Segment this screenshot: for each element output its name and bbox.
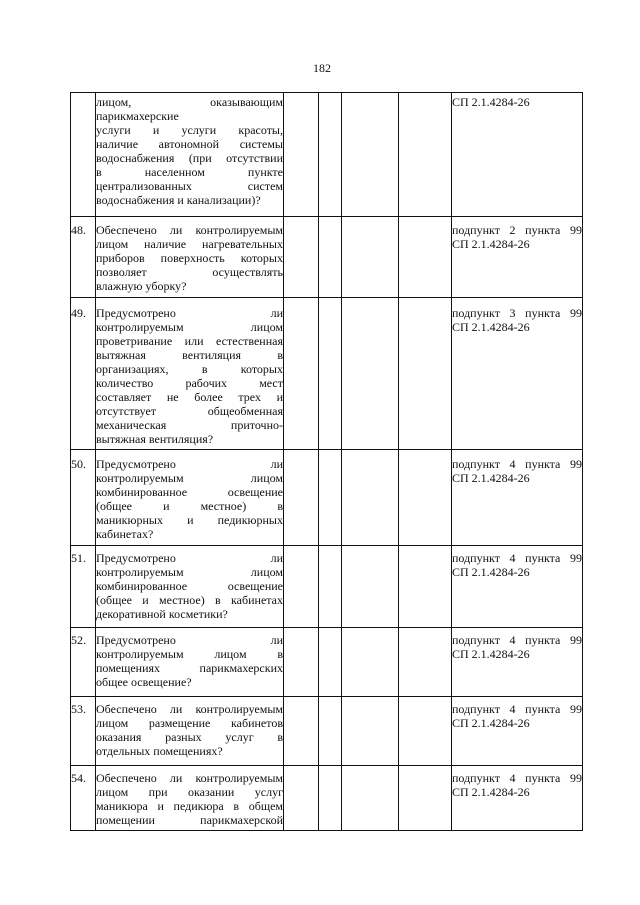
- question-cell: [96, 217, 284, 298]
- question-line: водоснабжения и канализации)?: [96, 193, 261, 207]
- question-line: лицом при оказании услуг: [96, 785, 283, 799]
- question-line: в населенном пункте: [96, 165, 283, 179]
- table-row: [71, 217, 583, 298]
- question-line: лицом размещение кабинетов: [96, 716, 283, 730]
- question-line: Предусмотрено ли: [96, 306, 283, 320]
- reference-cell: [452, 628, 583, 697]
- table-row: [71, 93, 583, 217]
- row-number: 49.: [71, 306, 86, 320]
- answer-cell-1: [284, 697, 319, 766]
- row-number: 50.: [71, 457, 86, 471]
- answer-cell-3: [342, 217, 399, 298]
- reference-line: СП 2.1.4284-26: [452, 95, 530, 109]
- answer-cell-1: [284, 93, 319, 217]
- answer-cell-4: [399, 697, 452, 766]
- question-line: проветривание или естественная: [96, 334, 283, 348]
- table-row: [71, 450, 583, 546]
- question-cell: [96, 93, 284, 217]
- question-line: маникюрных и педикюрных: [96, 513, 283, 527]
- question-line: контролируемым лицом: [96, 320, 283, 334]
- answer-cell-1: [284, 628, 319, 697]
- reference-line: подпункт 2 пункта 99: [452, 223, 582, 237]
- reference-line: подпункт 4 пункта 99: [452, 457, 582, 471]
- table-row: [71, 298, 583, 450]
- reference-line: подпункт 4 пункта 99: [452, 771, 582, 785]
- question-line: декоративной косметики?: [96, 607, 228, 621]
- question-line: Предусмотрено ли: [96, 551, 283, 565]
- number-cell: [71, 298, 96, 450]
- answer-cell-3: [342, 450, 399, 546]
- number-cell: [71, 697, 96, 766]
- row-number: 51.: [71, 551, 86, 565]
- reference-line: СП 2.1.4284-26: [452, 785, 530, 799]
- reference-cell: [452, 217, 583, 298]
- reference-line: подпункт 4 пункта 99: [452, 702, 582, 716]
- reference-cell: [452, 93, 583, 217]
- answer-cell-3: [342, 298, 399, 450]
- table-row: [71, 697, 583, 766]
- number-cell: [71, 628, 96, 697]
- table-row: [71, 766, 583, 831]
- question-line: Обеспечено ли контролируемым: [96, 702, 283, 716]
- answer-cell-1: [284, 450, 319, 546]
- number-cell: [71, 546, 96, 628]
- page-number: 182: [313, 61, 331, 75]
- answer-cell-4: [399, 450, 452, 546]
- number-cell: [71, 766, 96, 831]
- reference-cell: [452, 450, 583, 546]
- reference-line: подпункт 4 пункта 99: [452, 551, 582, 565]
- question-line: контролируемым лицом: [96, 471, 283, 485]
- question-line: (общее и местное) в: [96, 499, 283, 513]
- answer-cell-2: [319, 217, 342, 298]
- reference-line: СП 2.1.4284-26: [452, 237, 530, 251]
- question-line: организациях, в которых: [96, 362, 283, 376]
- answer-cell-2: [319, 93, 342, 217]
- question-line: кабинетах?: [96, 527, 154, 541]
- answer-cell-2: [319, 766, 342, 831]
- question-line: общее освещение?: [96, 675, 192, 689]
- question-line: парикмахерские: [96, 109, 179, 123]
- question-line: отдельных помещениях?: [96, 744, 223, 758]
- answer-cell-4: [399, 546, 452, 628]
- row-number: 52.: [71, 633, 86, 647]
- table-row: [71, 546, 583, 628]
- row-number: 54.: [71, 771, 86, 785]
- question-line: лицом, оказывающим: [96, 95, 283, 109]
- answer-cell-1: [284, 298, 319, 450]
- number-cell: [71, 93, 96, 217]
- question-cell: [96, 697, 284, 766]
- question-line: услуги и услуги красоты,: [96, 123, 283, 137]
- checklist-body: [71, 93, 583, 831]
- question-line: Предусмотрено ли: [96, 633, 283, 647]
- question-line: оказания разных услуг в: [96, 730, 283, 744]
- reference-line: СП 2.1.4284-26: [452, 716, 530, 730]
- table-row: [71, 628, 583, 697]
- question-cell: [96, 628, 284, 697]
- answer-cell-2: [319, 546, 342, 628]
- answer-cell-2: [319, 298, 342, 450]
- reference-cell: [452, 697, 583, 766]
- question-line: Обеспечено ли контролируемым: [96, 223, 283, 237]
- reference-cell: [452, 766, 583, 831]
- question-line: составляет не более трех и: [96, 390, 283, 404]
- row-number: 53.: [71, 702, 86, 716]
- answer-cell-2: [319, 450, 342, 546]
- question-line: централизованных систем: [96, 179, 283, 193]
- question-line: влажную уборку?: [96, 279, 187, 293]
- reference-cell: [452, 298, 583, 450]
- reference-cell: [452, 546, 583, 628]
- question-line: приборов поверхность которых: [96, 251, 283, 265]
- answer-cell-1: [284, 546, 319, 628]
- question-line: комбинированное освещение: [96, 485, 283, 499]
- answer-cell-3: [342, 628, 399, 697]
- question-line: помещении парикмахерской: [96, 813, 283, 827]
- question-line: вытяжная вентиляция в: [96, 348, 283, 362]
- question-line: вытяжная вентиляция?: [96, 432, 214, 446]
- question-line: помещениях парикмахерских: [96, 661, 283, 675]
- answer-cell-2: [319, 628, 342, 697]
- answer-cell-1: [284, 766, 319, 831]
- answer-cell-4: [399, 217, 452, 298]
- answer-cell-2: [319, 697, 342, 766]
- question-cell: [96, 450, 284, 546]
- number-cell: [71, 450, 96, 546]
- question-cell: [96, 298, 284, 450]
- reference-line: подпункт 4 пункта 99: [452, 633, 582, 647]
- answer-cell-3: [342, 93, 399, 217]
- question-line: комбинированное освещение: [96, 579, 283, 593]
- question-line: механическая приточно-: [96, 418, 283, 432]
- answer-cell-4: [399, 93, 452, 217]
- question-line: водоснабжения (при отсутствии: [96, 151, 283, 165]
- answer-cell-3: [342, 546, 399, 628]
- question-line: маникюра и педикюра в общем: [96, 799, 283, 813]
- question-cell: [96, 546, 284, 628]
- answer-cell-4: [399, 628, 452, 697]
- reference-line: подпункт 3 пункта 99: [452, 306, 582, 320]
- question-line: контролируемым лицом: [96, 565, 283, 579]
- question-line: количество рабочих мест: [96, 376, 283, 390]
- row-number: 48.: [71, 223, 86, 237]
- answer-cell-4: [399, 298, 452, 450]
- reference-line: СП 2.1.4284-26: [452, 471, 530, 485]
- question-cell: [96, 766, 284, 831]
- number-cell: [71, 217, 96, 298]
- question-line: контролируемым лицом в: [96, 647, 283, 661]
- answer-cell-3: [342, 697, 399, 766]
- reference-line: СП 2.1.4284-26: [452, 565, 530, 579]
- question-line: лицом наличие нагревательных: [96, 237, 283, 251]
- question-line: (общее и местное) в кабинетах: [96, 593, 283, 607]
- answer-cell-1: [284, 217, 319, 298]
- question-line: наличие автономной системы: [96, 137, 283, 151]
- question-line: Предусмотрено ли: [96, 457, 283, 471]
- answer-cell-3: [342, 766, 399, 831]
- reference-line: СП 2.1.4284-26: [452, 320, 530, 334]
- question-line: позволяет осуществлять: [96, 265, 283, 279]
- checklist-table: [70, 92, 583, 831]
- answer-cell-4: [399, 766, 452, 831]
- question-line: отсутствует общеобменная: [96, 404, 283, 418]
- question-line: Обеспечено ли контролируемым: [96, 771, 283, 785]
- reference-line: СП 2.1.4284-26: [452, 647, 530, 661]
